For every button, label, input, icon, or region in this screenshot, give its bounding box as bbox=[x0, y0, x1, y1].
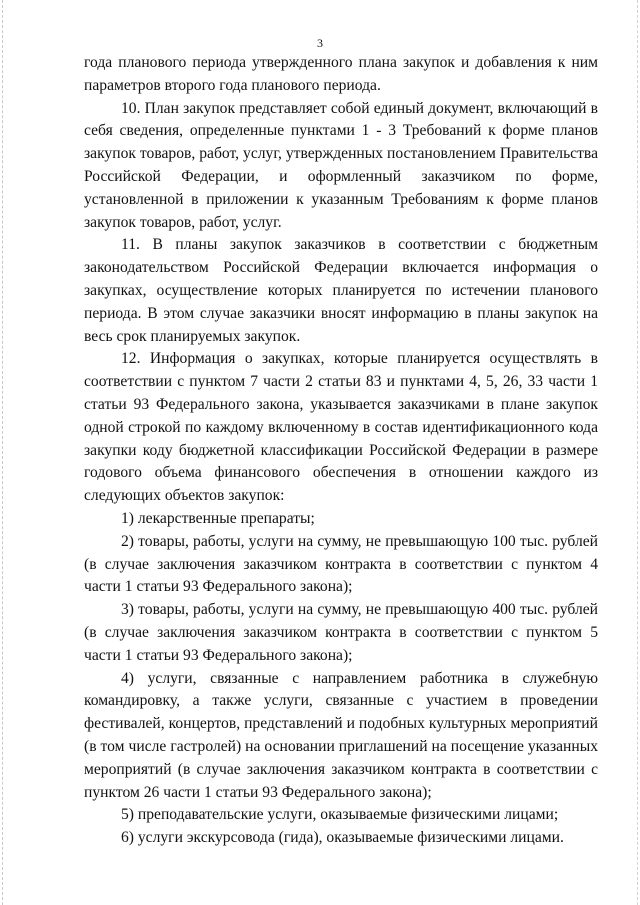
list-item-2: 2) товары, работы, услуги на сумму, не превышающую 100 тыс. рублей (в случае заключения заказчиком контракта в соответствии с пунктом 4 части 1 статьи 93 Федерального закона); bbox=[84, 532, 598, 596]
list-item-1: 1) лекарственные препараты; bbox=[121, 509, 315, 527]
list-item-3: 3) товары, работы, услуги на сумму, не превышающую 400 тыс. рублей (в случае заключения заказчиком контракта в соответствии с пунктом 5 части 1 статьи 93 Федерального закона); bbox=[84, 601, 598, 664]
scan-edge-right bbox=[637, 0, 638, 905]
paragraph-continuation: года планового периода утвержденного плана закупок и добавления к ним параметров второго года планового периода. bbox=[84, 54, 598, 94]
list-item-6: 6) услуги экскурсовода (гида), оказываемые физическими лицами. bbox=[121, 829, 564, 847]
scan-edge-left bbox=[2, 0, 3, 905]
page-number: 3 bbox=[317, 36, 323, 50]
paragraph-item-10: 10. План закупок представляет собой единый документ, включающий в себя сведения, определенные пунктами 1 - 3 Требований к форме планов закупок товаров, работ, услуг, утвержденных постановлением Правительства Российской Федерации, и оформленный заказчиком по форме, установленной в приложении к указанным Требованиям к форме планов закупок товаров, работ, услуг. bbox=[84, 99, 598, 231]
paragraph-item-11: 11. В планы закупок заказчиков в соответствии с бюджетным законодательством Российской Федерации включается информация о закупках, осуществление которых планируется по истечении планового периода. В этом случае заказчики вносят информацию в планы закупок на весь срок планируемых закупок. bbox=[84, 236, 598, 345]
list-item-5: 5) преподавательские услуги, оказываемые физическими лицами; bbox=[121, 806, 559, 824]
document-body bbox=[84, 52, 598, 850]
paragraph-item-12: 12. Информация о закупках, которые планируется осуществлять в соответствии с пунктом 7 части 2 статьи 83 и пунктами 4, 5, 26, 33 части 1 статьи 93 Федерального закона, указывается заказчиками в плане закупок одной строкой по каждому включенному в состав идентификационного кода закупки коду бюджетной классификации Российской Федерации в размере годового объема финансового обеспечения в отношении каждого из следующих объектов закупок: bbox=[84, 350, 598, 505]
list-item-4: 4) услуги, связанные с направлением работника в служебную командировку, а также услуги, связанные с участием в проведении фестивалей, концертов, представлений и подобных культурных мероприятий (в том числе гастролей) на основании приглашений на посещение указанных мероприятий (в случае заключения заказчиком контракта в соответствии с пунктом 26 части 1 статьи 93 Федерального закона); bbox=[84, 669, 598, 801]
